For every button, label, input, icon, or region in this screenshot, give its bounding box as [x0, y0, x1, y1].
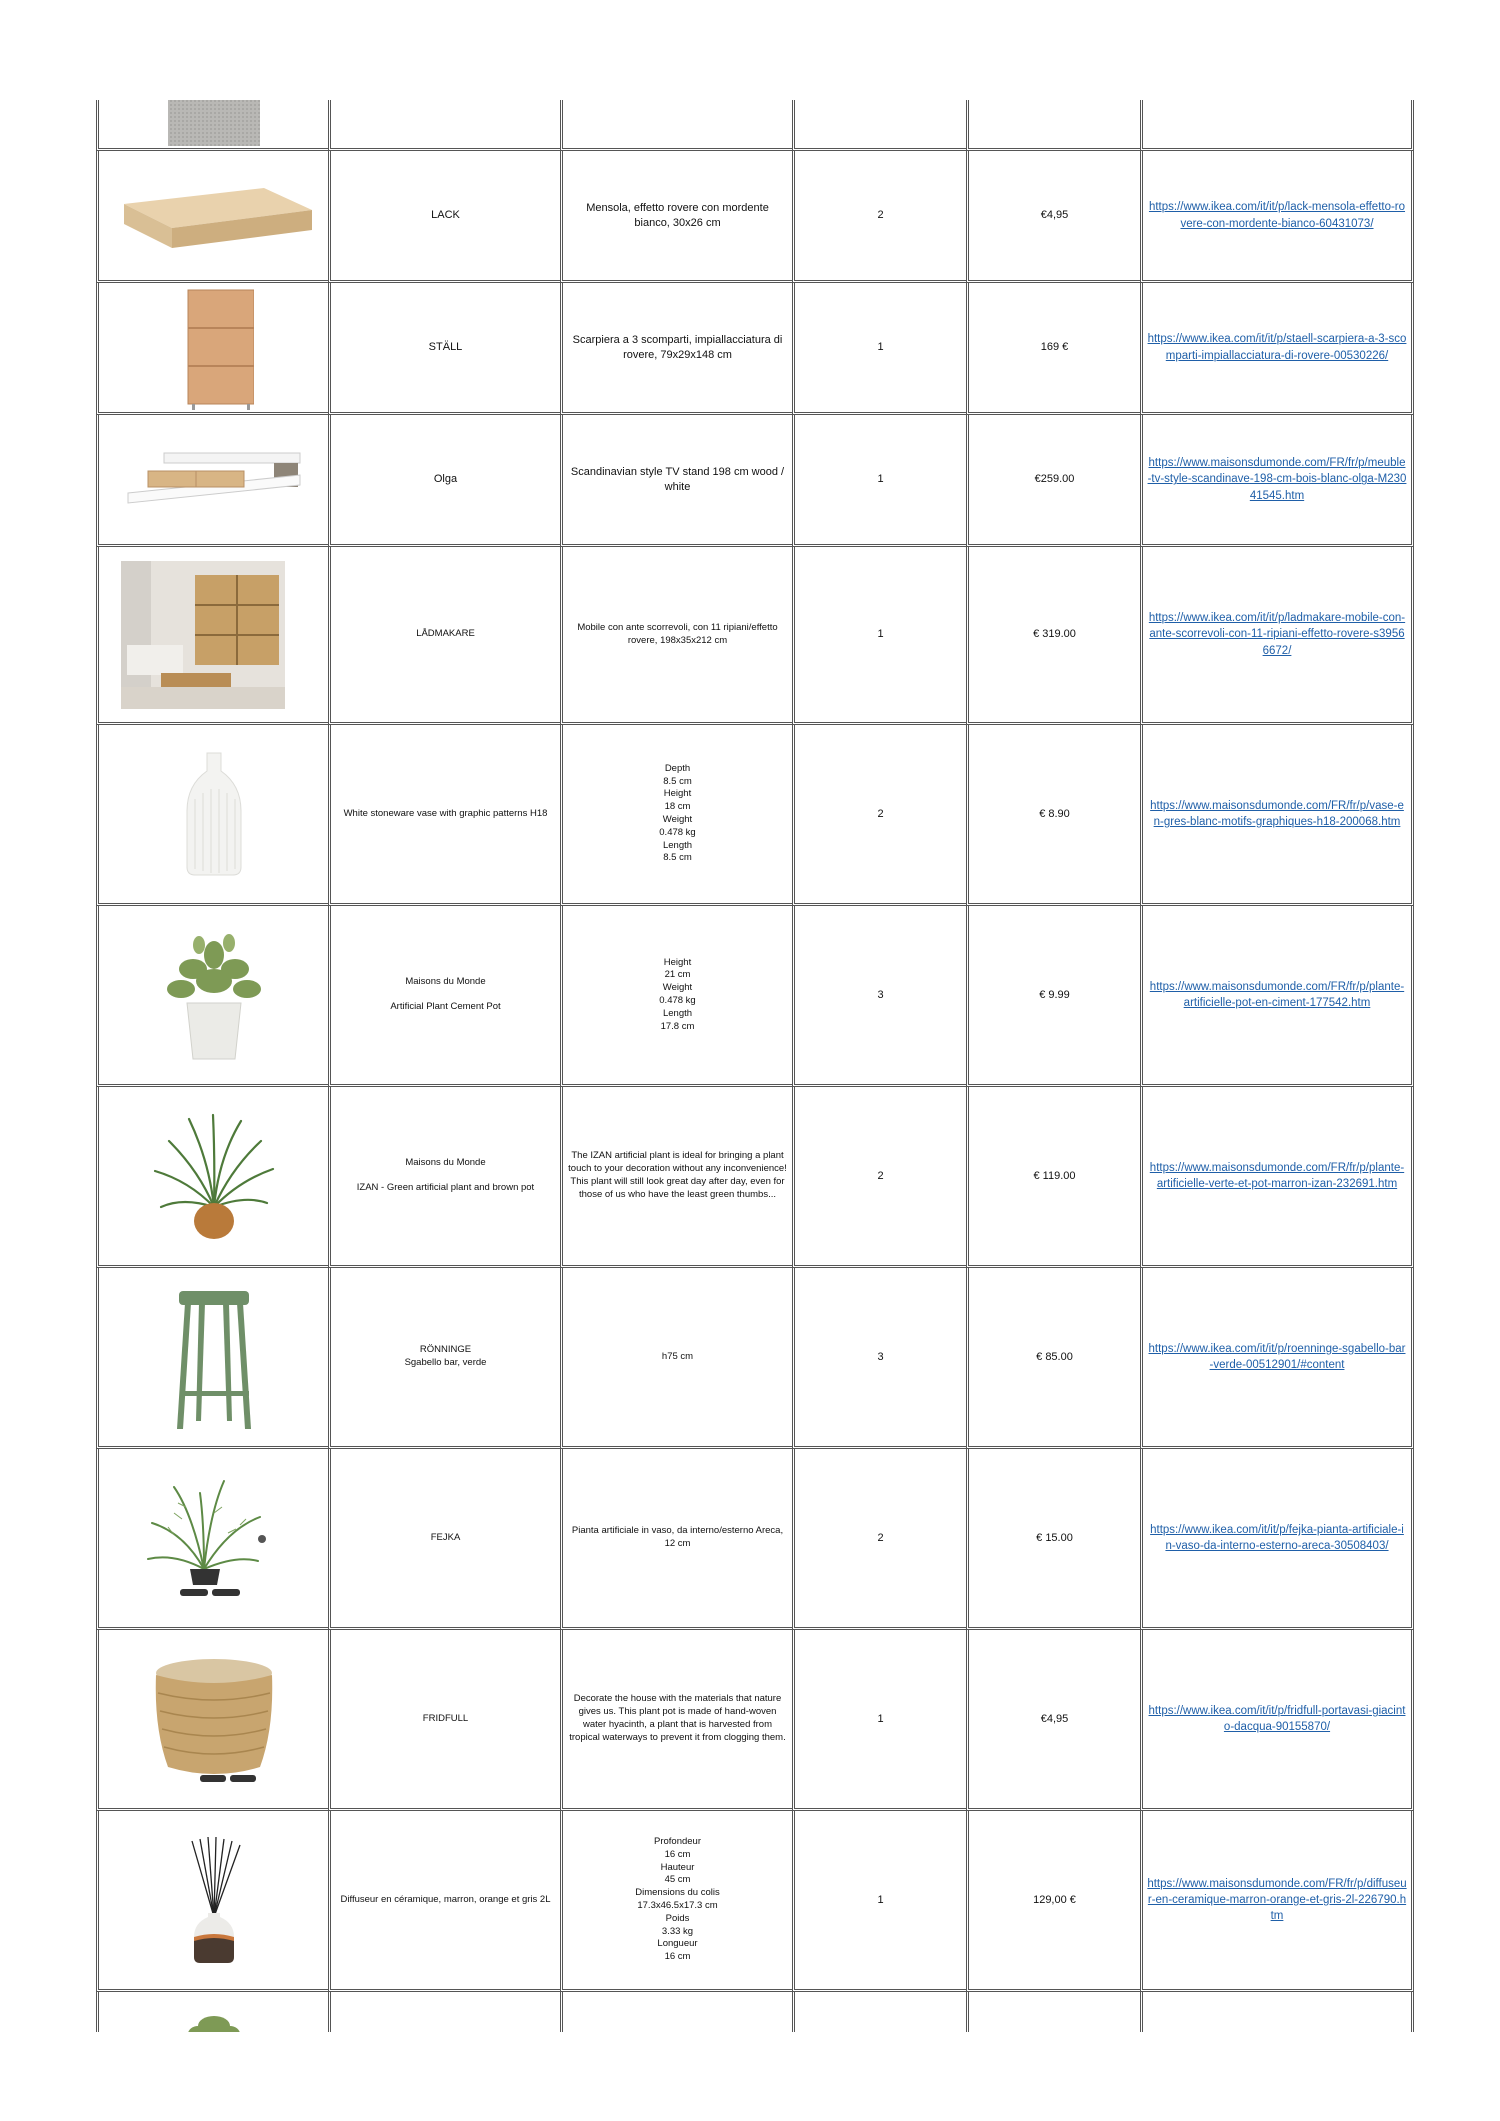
product-description: Height 21 cm Weight 0.478 kg Length 17.8 cm — [560, 906, 792, 1087]
price: €4,95 — [966, 151, 1140, 283]
image-cell — [96, 415, 328, 547]
table-row — [96, 283, 1414, 415]
table-row — [96, 906, 1414, 1087]
bar-stool-image — [169, 1283, 259, 1431]
price: € 15.00 — [966, 1449, 1140, 1630]
rug-swatch-image — [166, 100, 262, 148]
quantity: 1 — [792, 283, 966, 415]
product-description: Mobile con ante scorrevoli, con 11 ripiani/effetto rovere, 198x35x212 cm — [560, 547, 792, 725]
quantity: 1 — [792, 1630, 966, 1811]
product-description: Pianta artificiale in vaso, da interno/esterno Areca, 12 cm — [560, 1449, 792, 1630]
product-link[interactable] — [1140, 1992, 1414, 2032]
product-name: White stoneware vase with graphic patterns H18 — [328, 725, 560, 906]
quantity — [792, 1992, 966, 2032]
quantity: 1 — [792, 547, 966, 725]
image-cell — [96, 906, 328, 1087]
quantity: 1 — [792, 1811, 966, 1992]
price: € 119.00 — [966, 1087, 1140, 1268]
product-name: FRIDFULL — [328, 1630, 560, 1811]
areca-plant-image — [144, 1473, 284, 1603]
product-name: Maisons du Monde IZAN - Green artificial plant and brown pot — [328, 1087, 560, 1268]
product-link[interactable]: https://www.ikea.com/it/it/p/fridfull-portavasi-giacinto-dacqua-90155870/ — [1140, 1630, 1414, 1811]
product-link[interactable]: https://www.maisonsdumonde.com/FR/fr/p/diffuseur-en-ceramique-marron-orange-et-gris-2l-226790.htm — [1140, 1811, 1414, 1992]
product-link[interactable]: https://www.ikea.com/it/it/p/roenninge-sgabello-bar-verde-00512901/#content — [1140, 1268, 1414, 1449]
table-row — [96, 1992, 1414, 2032]
price: €259.00 — [966, 415, 1140, 547]
product-link[interactable]: https://www.maisonsdumonde.com/FR/fr/p/plante-artificielle-pot-en-ciment-177542.htm — [1140, 906, 1414, 1087]
quantity: 2 — [792, 1449, 966, 1630]
table-row — [96, 1449, 1414, 1630]
product-link[interactable] — [1140, 100, 1414, 151]
image-cell — [96, 1268, 328, 1449]
quantity: 1 — [792, 415, 966, 547]
product-description: Decorate the house with the materials that nature gives us. This plant pot is made of hand-woven water hyacinth, a plant that is harvested from tropical waterways to prevent it from clogging them. — [560, 1630, 792, 1811]
table-row — [96, 151, 1414, 283]
price — [966, 100, 1140, 151]
product-name: STÄLL — [328, 283, 560, 415]
image-cell — [96, 151, 328, 283]
quantity: 3 — [792, 906, 966, 1087]
product-link[interactable]: https://www.maisonsdumonde.com/FR/fr/p/meuble-tv-style-scandinave-198-cm-bois-blanc-olga-M23041545.htm — [1140, 415, 1414, 547]
product-description: Depth 8.5 cm Height 18 cm Weight 0.478 kg Length 8.5 cm — [560, 725, 792, 906]
image-cell — [96, 1087, 328, 1268]
product-description — [560, 100, 792, 151]
image-cell — [96, 283, 328, 415]
product-name: LACK — [328, 151, 560, 283]
quantity — [792, 100, 966, 151]
table-row — [96, 725, 1414, 906]
plant-cement-pot-image — [159, 925, 269, 1065]
product-name — [328, 100, 560, 151]
woven-pot-image — [144, 1649, 284, 1789]
image-cell — [96, 1811, 328, 1992]
image-cell — [96, 725, 328, 906]
table-row — [96, 1268, 1414, 1449]
table-row — [96, 1811, 1414, 1992]
price: € 9.99 — [966, 906, 1140, 1087]
image-cell — [96, 1449, 328, 1630]
price: €4,95 — [966, 1630, 1140, 1811]
product-description: Scarpiera a 3 scomparti, impiallacciatura di rovere, 79x29x148 cm — [560, 283, 792, 415]
product-name: Diffuseur en céramique, marron, orange et gris 2L — [328, 1811, 560, 1992]
wall-shelf-image — [114, 176, 314, 256]
product-table — [96, 100, 1414, 2032]
product-description: The IZAN artificial plant is ideal for bringing a plant touch to your decoration without any inconvenience! This plant will still look great day after day, even for those of us who have the least green thumbs... — [560, 1087, 792, 1268]
product-table-sheet — [96, 100, 1414, 2032]
price: € 8.90 — [966, 725, 1140, 906]
product-name: Maisons du Monde Artificial Plant Cement Pot — [328, 906, 560, 1087]
product-link[interactable]: https://www.ikea.com/it/it/p/ladmakare-mobile-con-ante-scorrevoli-con-11-ripiani-effetto-rovere-s39566672/ — [1140, 547, 1414, 725]
product-description — [560, 1992, 792, 2032]
image-cell — [96, 100, 328, 151]
image-cell — [96, 1630, 328, 1811]
quantity: 2 — [792, 1087, 966, 1268]
product-description: Scandinavian style TV stand 198 cm wood / white — [560, 415, 792, 547]
table-row — [96, 100, 1414, 151]
price — [966, 1992, 1140, 2032]
product-name: RÖNNINGE Sgabello bar, verde — [328, 1268, 560, 1449]
product-description: h75 cm — [560, 1268, 792, 1449]
product-name: LÅDMAKARE — [328, 547, 560, 725]
product-description: Profondeur 16 cm Hauteur 45 cm Dimensions du colis 17.3x46.5x17.3 cm Poids 3.33 kg Longueur 16 cm — [560, 1811, 792, 1992]
quantity: 2 — [792, 151, 966, 283]
tv-stand-image — [124, 445, 304, 515]
product-link[interactable]: https://www.ikea.com/it/it/p/staell-scarpiera-a-3-scomparti-impiallacciatura-di-rovere-00530226/ — [1140, 283, 1414, 415]
product-link[interactable]: https://www.maisonsdumonde.com/FR/fr/p/vase-en-gres-blanc-motifs-graphiques-h18-200068.htm — [1140, 725, 1414, 906]
product-link[interactable]: https://www.ikea.com/it/it/p/fejka-pianta-artificiale-in-vaso-da-interno-esterno-areca-30508403/ — [1140, 1449, 1414, 1630]
table-row — [96, 1630, 1414, 1811]
price: € 319.00 — [966, 547, 1140, 725]
quantity: 3 — [792, 1268, 966, 1449]
product-name: FEJKA — [328, 1449, 560, 1630]
product-name — [328, 1992, 560, 2032]
diffuser-image — [174, 1835, 254, 1965]
price: 169 € — [966, 283, 1140, 415]
product-link[interactable]: https://www.maisonsdumonde.com/FR/fr/p/plante-artificielle-verte-et-pot-marron-izan-232691.htm — [1140, 1087, 1414, 1268]
product-name: Olga — [328, 415, 560, 547]
product-link[interactable]: https://www.ikea.com/it/it/p/lack-mensola-effetto-rovere-con-mordente-bianco-60431073/ — [1140, 151, 1414, 283]
image-cell — [96, 547, 328, 725]
table-row — [96, 1087, 1414, 1268]
product-description: Mensola, effetto rovere con mordente bianco, 30x26 cm — [560, 151, 792, 283]
image-cell — [96, 1992, 328, 2032]
shoe-cabinet-image — [174, 286, 254, 410]
quantity: 2 — [792, 725, 966, 906]
price: 129,00 € — [966, 1811, 1140, 1992]
table-row — [96, 415, 1414, 547]
plant-partial-image — [184, 2006, 244, 2032]
table-row — [96, 547, 1414, 725]
grass-plant-image — [149, 1111, 279, 1241]
shelving-unit-image — [121, 561, 285, 709]
white-vase-image — [179, 749, 249, 879]
price: € 85.00 — [966, 1268, 1140, 1449]
